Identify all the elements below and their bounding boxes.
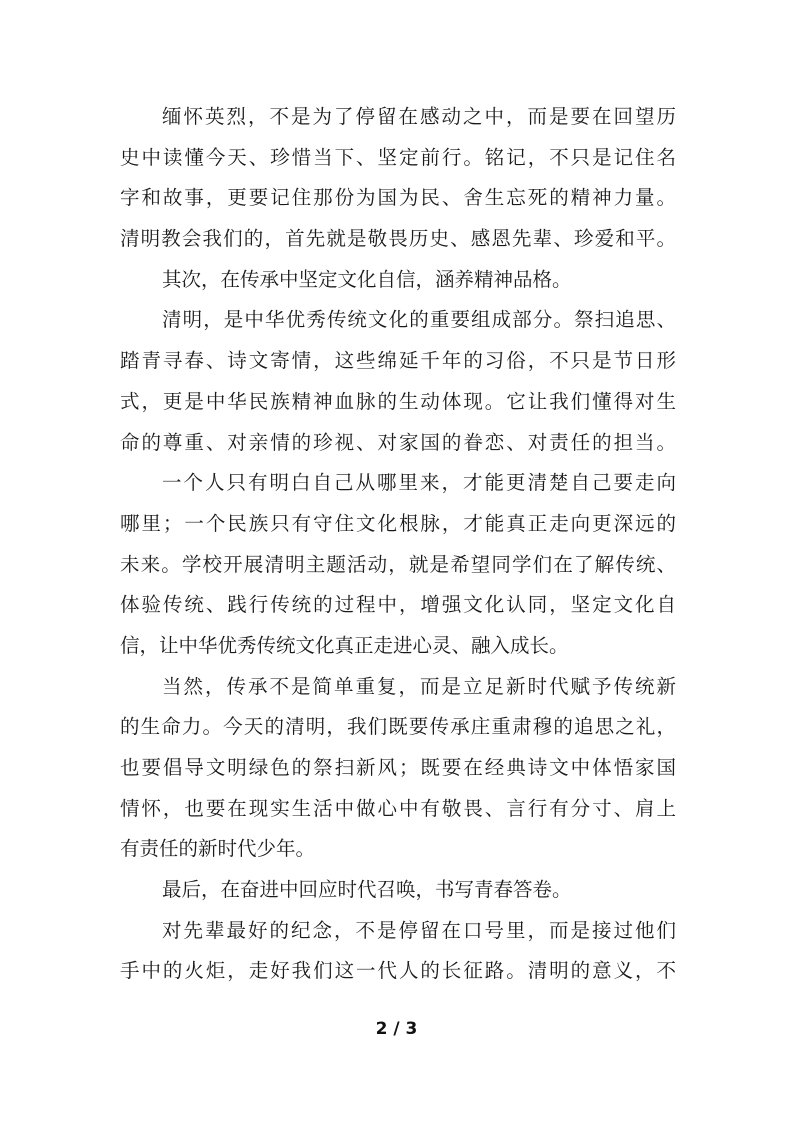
text-line: 有责任的新时代少年。	[120, 837, 316, 861]
page-number: 2 / 3	[375, 1019, 418, 1039]
text-line: 字和故事，更要记住那份为国为民、舍生忘死的精神力量。	[120, 186, 676, 210]
text-line: 哪里；一个民族只有守住文化根脉，才能真正走向更深远的	[120, 511, 676, 535]
text-line: 命的尊重、对亲情的珍视、对家国的眷恋、对责任的担当。	[120, 430, 676, 454]
text-line: 缅怀英烈，不是为了停留在感动之中，而是要在回望历	[162, 105, 676, 128]
text-line: 的生命力。今天的清明，我们既要传承庄重肃穆的追思之礼，	[120, 715, 676, 739]
text-line: 最后，在奋进中回应时代召唤，书写青春答卷。	[162, 878, 572, 902]
text-line: 其次，在传承中坚定文化自信，涵养精神品格。	[162, 267, 572, 291]
text-line: 手中的火炬，走好我们这一代人的长征路。清明的意义，不	[120, 959, 676, 983]
text-line: 清明，是中华优秀传统文化的重要组成部分。祭扫追思、	[162, 308, 676, 332]
text-line: 一个人只有明白自己从哪里来，才能更清楚自己要走向	[162, 471, 676, 495]
text-line: 情怀，也要在现实生活中做心中有敬畏、言行有分寸、肩上	[120, 796, 676, 820]
text-line: 式，更是中华民族精神血脉的生动体现。它让我们懂得对生	[120, 389, 676, 413]
text-line: 信，让中华优秀传统文化真正走进心灵、融入成长。	[120, 633, 569, 657]
text-line: 踏青寻春、诗文寄情，这些绵延千年的习俗，不只是节日形	[120, 349, 676, 373]
body-text	[120, 97, 676, 992]
text-line: 体验传统、践行传统的过程中，增强文化认同，坚定文化自	[120, 593, 676, 617]
text-line: 对先辈最好的纪念，不是停留在口号里，而是接过他们	[162, 918, 676, 942]
text-line: 当然，传承不是简单重复，而是立足新时代赋予传统新	[162, 674, 676, 698]
text-line: 也要倡导文明绿色的祭扫新风；既要在经典诗文中体悟家国	[120, 756, 676, 779]
text-line: 史中读懂今天、珍惜当下、坚定前行。铭记，不只是记住名	[120, 145, 676, 169]
text-line: 清明教会我们的，首先就是敬畏历史、感恩先辈、珍爱和平。	[120, 227, 676, 251]
text-line: 未来。学校开展清明主题活动，就是希望同学们在了解传统、	[120, 552, 676, 576]
